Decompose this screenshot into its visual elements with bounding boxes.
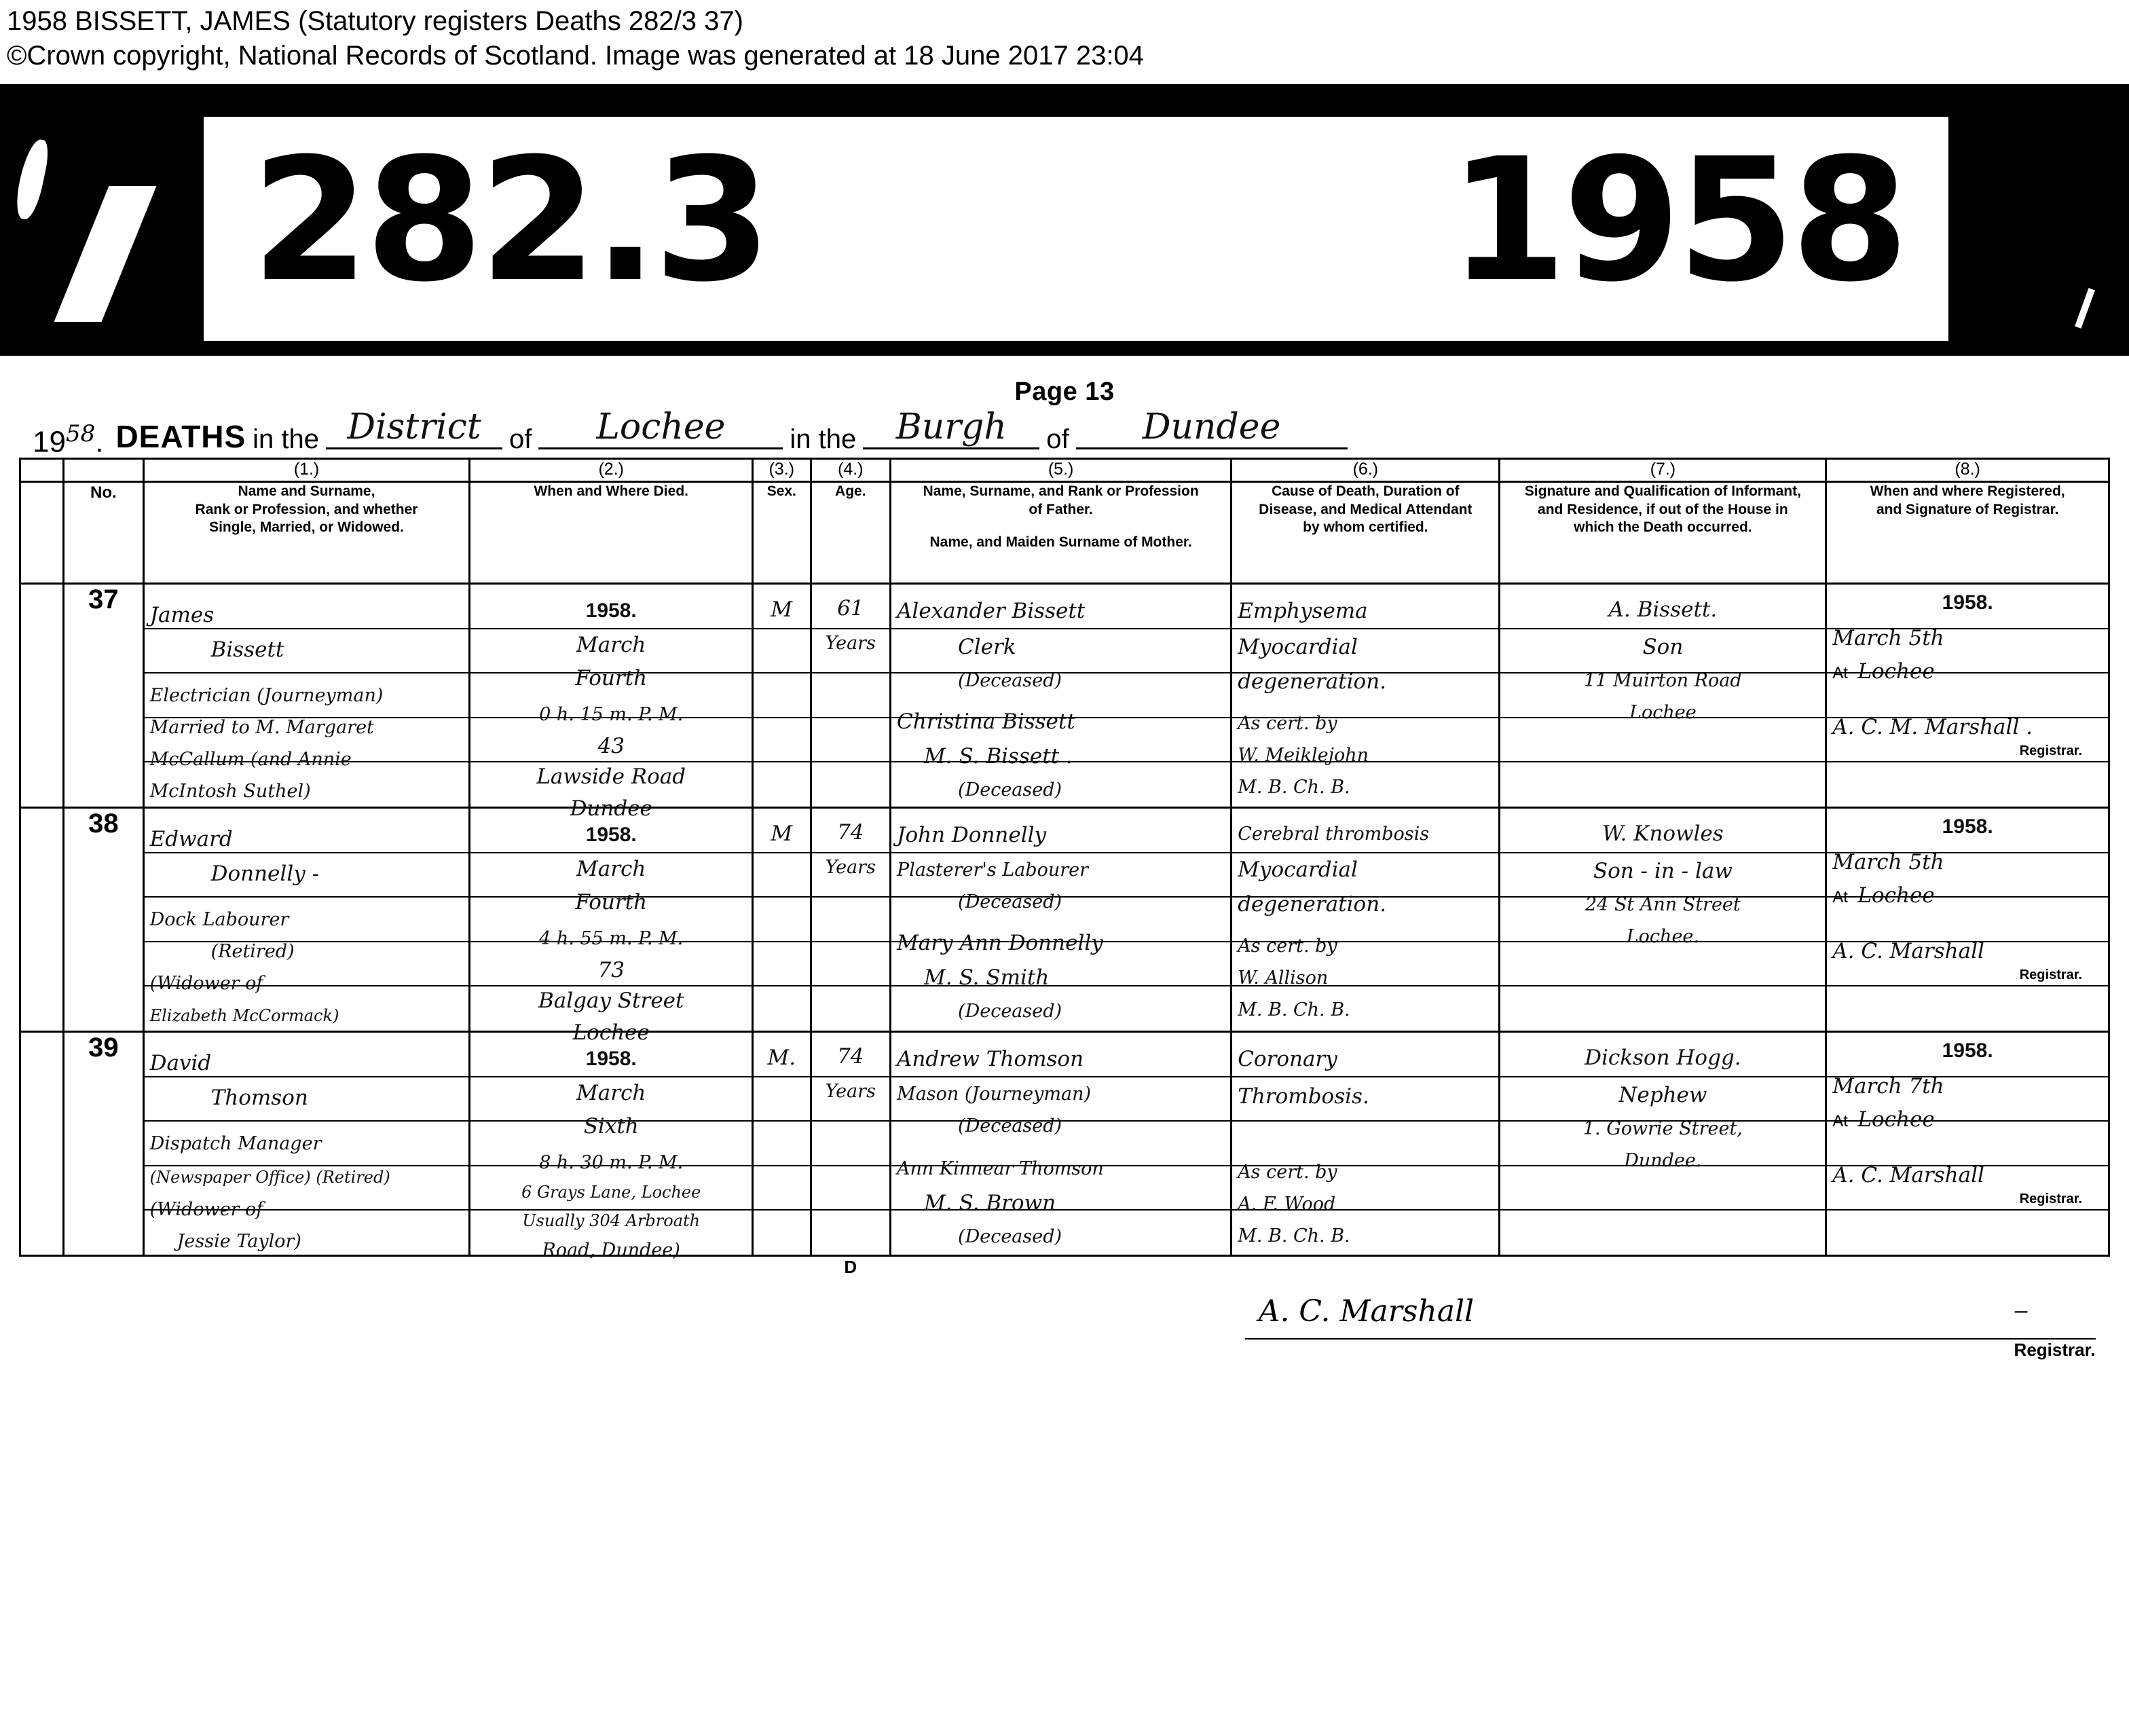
certified-by-label: As cert. by [1238, 713, 1337, 735]
cell-informant-37 [1500, 584, 1826, 808]
at-label: At [1832, 888, 1848, 907]
registration-year: 1958. [1942, 1039, 1993, 1063]
cell-content-name-37 [145, 585, 469, 807]
district-value: District [326, 407, 502, 449]
certifying-doctor: A. F. Wood [1238, 1194, 1336, 1215]
registration-place-row [1832, 885, 2103, 907]
marital-line-3: McIntosh Suthel) [149, 781, 311, 802]
footer-margin [20, 1256, 64, 1358]
cause-line-2: Thrombosis. [1238, 1084, 1369, 1109]
registrar-label: Registrar. [2019, 1192, 2082, 1207]
colnum-spacer-no [64, 459, 144, 482]
registration-date: March 5th [1832, 850, 1944, 875]
cell-cause-39 [1232, 1032, 1500, 1256]
sex-value: M [771, 597, 793, 623]
cell-when-where-39 [470, 1032, 753, 1261]
marital-line-2: (Widower of [149, 973, 263, 995]
death-month: March [576, 633, 646, 658]
death-month: March [576, 1081, 646, 1106]
cell-content-when-37 [470, 585, 752, 821]
registration-place-row [1832, 1109, 2103, 1131]
cell-registration-37 [1826, 584, 2109, 808]
credit-line-title: 1958 BISSETT, JAMES (Statutory registers Deaths 282/3 37) [7, 6, 743, 36]
marital-line-2: McCallum (and Annie [149, 749, 352, 771]
register-reference-number: 282.3 [251, 122, 768, 320]
header-registration-line1: When and where Registered, [1870, 483, 2065, 500]
father-deceased: (Deceased) [958, 891, 1062, 913]
father-deceased: (Deceased) [958, 1115, 1062, 1137]
death-time: 0 h. 15 m. P. M. [539, 704, 684, 726]
cause-line-3: degeneration. [1238, 669, 1387, 695]
cell-sex-38 [753, 808, 811, 1032]
cell-parents-39 [891, 1032, 1232, 1256]
cell-content-sex-38 [754, 809, 809, 1031]
age-unit: Years [825, 633, 876, 654]
informant-address-1: 24 St Ann Street [1585, 894, 1741, 916]
informant-signature: A. Bissett. [1608, 597, 1718, 623]
header-age: Age. [811, 482, 891, 584]
burgh-value: Dundee [1076, 407, 1348, 449]
header-cause-line1: Cause of Death, Duration of [1272, 483, 1460, 500]
marital-line-2: (Widower of [149, 1199, 263, 1221]
cell-content-age-37 [812, 585, 890, 807]
cell-age-37 [811, 584, 891, 808]
father-rank: Plasterer's Labourer [897, 860, 1089, 881]
header-cause-line3: by whom certified. [1303, 519, 1428, 535]
death-day: Fourth [575, 890, 648, 915]
death-street: Balgay Street [538, 989, 684, 1014]
cell-content-informant-37 [1500, 585, 1825, 807]
cell-content-cause-38 [1232, 809, 1498, 1031]
registration-date: March 5th [1832, 626, 1944, 651]
certifying-doctor: W. Allison [1238, 967, 1329, 989]
cell-informant-38 [1500, 808, 1826, 1032]
cell-content-age-38 [812, 809, 890, 1031]
rank-profession: Electrician (Journeyman) [149, 685, 384, 707]
footer-dash: – [2014, 1297, 2028, 1324]
father-name: Alexander Bissett [897, 599, 1086, 624]
footer-row [20, 1256, 2109, 1358]
footer-signature-area [1232, 1257, 2109, 1361]
header-no: No. [64, 482, 144, 584]
death-street: Usually 304 Arbroath [522, 1211, 701, 1231]
death-month: March [576, 857, 646, 882]
of-label-2: of [1046, 424, 1069, 455]
death-place: Dundee [570, 796, 652, 821]
reference-banner [0, 84, 2129, 356]
header-name-line1: Name and Surname, [238, 483, 375, 500]
cell-content-cause-37 [1232, 585, 1498, 807]
informant-address-2: Lochee. [1626, 926, 1699, 948]
mother-deceased: (Deceased) [958, 1001, 1062, 1022]
cell-registration-38 [1826, 808, 2109, 1032]
footer-mark: D [844, 1257, 857, 1278]
header-when-where-died: When and Where Died. [470, 482, 753, 584]
sex-value: M. [767, 1046, 796, 1071]
father-rank: Mason (Journeyman) [897, 1084, 1092, 1105]
cell-content-registration-37 [1827, 585, 2108, 807]
header-informant-line3: which the Death occurred. [1574, 519, 1752, 535]
header-cause-line2: Disease, and Medical Attendant [1259, 501, 1473, 517]
table-header-row [20, 482, 2109, 584]
banner-artifact-1 [12, 137, 52, 221]
colnum-1: (1.) [143, 459, 470, 482]
death-year: 1958. [585, 599, 637, 623]
cause-line-3: degeneration. [1238, 892, 1387, 917]
death-street: Lawside Road [536, 764, 686, 790]
header-father-line2: of Father. [1029, 501, 1093, 517]
colnum-2: (2.) [470, 459, 753, 482]
informant-qualification: Nephew [1618, 1083, 1707, 1108]
father-deceased: (Deceased) [958, 670, 1062, 692]
informant-address-1: 1. Gowrie Street, [1582, 1118, 1743, 1140]
cell-sex-39 [753, 1032, 811, 1256]
doctor-qualification: M. B. Ch. B. [1238, 1225, 1350, 1247]
cell-content-name-38 [145, 809, 469, 1031]
entry-number: 37 [64, 584, 144, 808]
cell-informant-39 [1500, 1032, 1826, 1256]
header-name-rank [143, 482, 470, 584]
banner-artifact-2 [54, 186, 157, 322]
surname: Thomson [210, 1086, 308, 1111]
cell-cause-38 [1232, 808, 1500, 1032]
header-registration-line2: and Signature of Registrar. [1876, 501, 2059, 517]
surname: Donnelly - [210, 862, 320, 887]
deaths-heading: DEATHS [115, 419, 246, 455]
marital-line-3: Elizabeth McCormack) [149, 1006, 339, 1026]
footer-registrar-signature: A. C. Marshall [1258, 1294, 1475, 1329]
header-cause-of-death [1232, 482, 1500, 584]
father-rank: Clerk [958, 635, 1016, 660]
cause-line-1: Emphysema [1238, 599, 1368, 624]
cell-age-38 [811, 808, 891, 1032]
colnum-7: (7.) [1500, 459, 1826, 482]
parish-value: Lochee [538, 407, 783, 449]
colnum-4: (4.) [811, 459, 891, 482]
table-row [20, 1032, 2109, 1256]
death-house-number: 73 [597, 958, 625, 983]
row-margin-37 [20, 584, 64, 808]
header-father-line1: Name, Surname, and Rank or Profession [923, 483, 1199, 500]
cell-name-rank-38 [143, 808, 470, 1032]
registration-date: March 7th [1832, 1074, 1944, 1099]
cell-registration-39 [1826, 1032, 2109, 1256]
certifying-doctor: W. Meiklejohn [1238, 745, 1369, 767]
cell-content-when-38 [470, 809, 752, 1046]
cell-content-sex-39 [754, 1033, 809, 1255]
forename: Edward [149, 827, 233, 852]
age-number: 74 [837, 1044, 864, 1069]
cell-when-where-38 [470, 808, 753, 1046]
header-parents [891, 482, 1232, 584]
cause-line-3 [1238, 1121, 1493, 1141]
marital-line-1: (Retired) [210, 941, 295, 963]
header-margin [20, 482, 64, 584]
register-year-line [33, 420, 103, 460]
surname: Bissett [210, 638, 284, 663]
marital-line-3: Jessie Taylor) [177, 1231, 301, 1253]
cell-content-parents-38 [891, 809, 1230, 1031]
cell-content-name-39 [145, 1033, 469, 1255]
footer-registrar-label: Registrar. [2014, 1340, 2096, 1361]
mother-name: Ann Kinnear Thomson [897, 1158, 1104, 1180]
footer-signature-block [1232, 1256, 2109, 1361]
cause-line-1: Cerebral thrombosis [1238, 824, 1430, 845]
cell-content-informant-39 [1500, 1033, 1825, 1255]
row-margin-38 [20, 808, 64, 1032]
header-registration [1826, 482, 2109, 584]
registration-place-row [1832, 661, 2103, 683]
header-name-line3: Single, Married, or Widowed. [209, 519, 404, 535]
certified-by-label: As cert. by [1238, 936, 1337, 957]
cell-parents-38 [891, 808, 1232, 1032]
cell-cause-37 [1232, 584, 1500, 808]
header-informant [1500, 482, 1826, 584]
mother-maiden-surname: M. S. Brown [924, 1191, 1056, 1216]
cell-name-rank-39 [143, 1032, 470, 1256]
registration-place: Lochee [1857, 659, 1935, 684]
cell-content-informant-38 [1500, 809, 1825, 1031]
colnum-8: (8.) [1826, 459, 2109, 482]
mother-deceased: (Deceased) [958, 779, 1062, 801]
registrar-signature: A. C. Marshall [1832, 939, 1984, 964]
cause-line-2: Myocardial [1238, 635, 1358, 660]
death-day: Fourth [575, 666, 648, 691]
marital-line-1: (Newspaper Office) (Retired) [149, 1168, 390, 1187]
at-label: At [1832, 1112, 1848, 1131]
cell-when-where-37 [470, 584, 753, 821]
certified-by-label: As cert. by [1238, 1162, 1337, 1183]
informant-signature: W. Knowles [1602, 821, 1724, 847]
marital-line-1: Married to M. Margaret [149, 717, 374, 739]
mother-maiden-surname: M. S. Smith [924, 965, 1050, 991]
footer-signature-rule [1245, 1338, 2096, 1340]
table-row [20, 584, 2109, 808]
cell-content-registration-39 [1827, 1033, 2108, 1255]
mother-deceased: (Deceased) [958, 1226, 1062, 1248]
page-label: Page 13 [1014, 377, 1115, 407]
sex-value: M [771, 821, 793, 847]
header-name-line2: Rank or Profession, and whether [195, 501, 418, 517]
cell-age-39 [811, 1032, 891, 1256]
entry-number: 38 [64, 808, 144, 1032]
register-year: 1958 [1449, 122, 1905, 320]
footer-spacer-4 [891, 1256, 1232, 1358]
cell-content-parents-39 [891, 1033, 1230, 1255]
cell-content-registration-38 [1827, 809, 2108, 1031]
header-informant-line2: and Residence, if out of the House in [1538, 501, 1788, 517]
death-day: Sixth [583, 1114, 639, 1139]
in-the-label-1: in the [253, 424, 320, 455]
father-name: Andrew Thomson [897, 1047, 1084, 1072]
registration-year: 1958. [1942, 591, 1993, 614]
informant-address-1: 11 Muirton Road [1584, 670, 1742, 692]
of-label-1: of [509, 424, 532, 455]
cell-parents-37 [891, 584, 1232, 808]
rank-profession: Dock Labourer [149, 909, 289, 931]
footer-spacer-3 [753, 1256, 811, 1358]
rank-profession: Dispatch Manager [149, 1133, 322, 1155]
row-margin-39 [20, 1032, 64, 1256]
cell-content-age-39 [812, 1033, 890, 1255]
year-suffix-text: 58 [65, 420, 96, 447]
column-number-row [20, 459, 2109, 482]
cell-content-cause-39 [1232, 1033, 1498, 1255]
credit-block [0, 0, 2129, 73]
forename: James [149, 603, 215, 628]
death-house-number: 43 [597, 734, 625, 759]
informant-qualification: Son - in - law [1593, 859, 1733, 884]
registrar-label: Registrar. [2019, 967, 2082, 983]
cell-sex-37 [753, 584, 811, 808]
registration-year: 1958. [1942, 815, 1993, 838]
cell-name-rank-37 [143, 584, 470, 808]
register-sheet [19, 356, 2110, 1361]
death-time: 4 h. 55 m. P. M. [539, 928, 684, 950]
informant-qualification: Son [1642, 635, 1684, 660]
mother-maiden-surname: M. S. Bissett . [924, 744, 1073, 769]
registrar-signature: A. C. Marshall [1832, 1163, 1984, 1188]
registration-place: Lochee [1857, 883, 1935, 908]
registrar-signature: A. C. M. Marshall . [1832, 715, 2033, 740]
entry-number: 39 [64, 1032, 144, 1256]
death-time: 8 h. 30 m. P. M. [539, 1152, 684, 1174]
doctor-qualification: M. B. Ch. B. [1238, 999, 1350, 1021]
informant-signature: Dickson Hogg. [1585, 1046, 1741, 1071]
deaths-register-table [19, 458, 2110, 1361]
colnum-5: (5.) [891, 459, 1232, 482]
burgh-label-value: Burgh [863, 407, 1039, 449]
in-the-label-2: in the [790, 424, 857, 455]
credit-line-copyright: ©Crown copyright, National Records of Scotland. Image was generated at 18 June 2017 23:04 [7, 41, 1144, 71]
year-prefix-text: 19 [33, 425, 66, 459]
cause-line-2: Myocardial [1238, 857, 1358, 883]
death-house-number: 6 Grays Lane, Lochee [521, 1183, 701, 1202]
death-place: Lochee [572, 1020, 650, 1046]
footer-spacer-1 [143, 1256, 470, 1358]
header-sex: Sex. [753, 482, 811, 584]
colnum-spacer-left [20, 459, 64, 482]
age-number: 61 [837, 596, 864, 621]
registrar-label: Registrar. [2019, 743, 2082, 759]
mother-name: Christina Bissett [897, 709, 1075, 735]
father-name: John Donnelly [897, 823, 1047, 848]
footer-no-spacer [64, 1256, 144, 1358]
footer-spacer-2 [470, 1256, 753, 1358]
table-row [20, 808, 2109, 1032]
informant-address-2: Lochee [1629, 702, 1697, 724]
header-informant-line1: Signature and Qualification of Informant, [1524, 483, 1801, 500]
year-period: . [95, 425, 104, 459]
cell-content-sex-37 [754, 585, 809, 807]
death-place: Road, Dundee) [542, 1240, 680, 1261]
registration-place: Lochee [1857, 1107, 1935, 1132]
doctor-qualification: M. B. Ch. B. [1238, 777, 1350, 798]
informant-address-2: Dundee. [1624, 1150, 1702, 1172]
colnum-3: (3.) [753, 459, 811, 482]
header-mother-line: Name, and Maiden Surname of Mother. [929, 534, 1192, 550]
mother-name: Mary Ann Donnelly [897, 931, 1103, 956]
age-unit: Years [825, 1081, 876, 1103]
death-year: 1958. [585, 1048, 637, 1071]
colnum-6: (6.) [1232, 459, 1500, 482]
at-label: At [1832, 664, 1848, 683]
banner-artifact-3 [2075, 288, 2095, 329]
forename: David [149, 1051, 212, 1076]
cause-line-1: Coronary [1238, 1047, 1337, 1072]
age-number: 74 [837, 820, 864, 845]
age-unit: Years [825, 857, 876, 879]
death-year: 1958. [585, 824, 637, 847]
register-title-row [19, 407, 2110, 459]
cell-content-parents-37 [891, 585, 1230, 807]
cell-content-when-39 [470, 1033, 752, 1261]
